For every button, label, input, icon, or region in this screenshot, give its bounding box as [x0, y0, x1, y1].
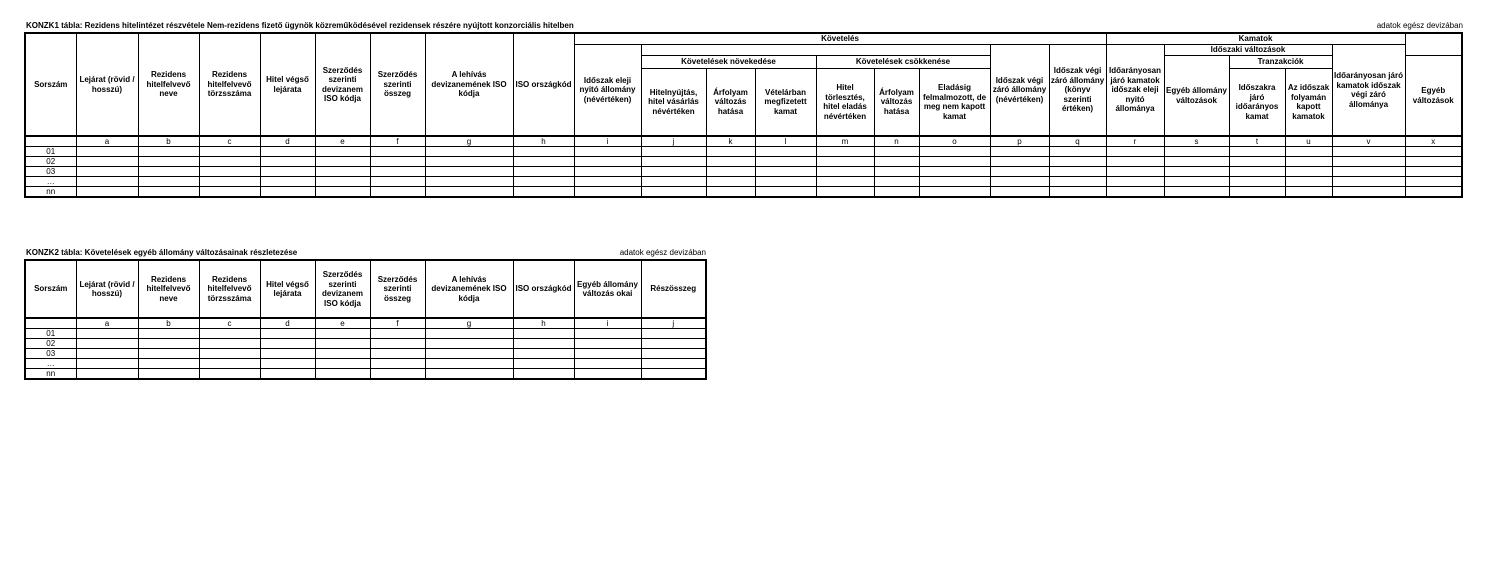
data-cell[interactable]	[370, 167, 425, 177]
data-cell[interactable]	[370, 349, 425, 359]
hdr-idoszak-eleji: Időszak eleji nyitó állomány (névértéken)	[574, 45, 641, 137]
column-letter: t	[1229, 136, 1285, 147]
hdr-hitelnyujtas: Hitelnyújtás, hitel vásárlás névértéken	[641, 69, 706, 137]
data-cell[interactable]	[919, 187, 990, 198]
data-cell[interactable]	[513, 167, 574, 177]
row-number: 02	[25, 339, 76, 349]
table-row	[25, 329, 706, 339]
data-cell[interactable]	[199, 177, 260, 187]
data-cell[interactable]	[1285, 157, 1332, 167]
data-cell[interactable]	[315, 339, 370, 349]
data-cell[interactable]	[425, 177, 513, 187]
data-cell[interactable]	[1229, 177, 1285, 187]
konzk2-table	[24, 259, 707, 380]
column-letter: j	[641, 318, 706, 329]
data-cell[interactable]	[260, 349, 315, 359]
konzk1-table	[24, 32, 1463, 198]
hdr-koveteles-blank	[641, 45, 990, 56]
column-letter: r	[1106, 136, 1164, 147]
table-row	[25, 157, 1462, 167]
data-cell[interactable]	[816, 157, 874, 167]
data-cell[interactable]	[919, 167, 990, 177]
data-cell[interactable]	[138, 147, 199, 157]
column-letter: u	[1285, 136, 1332, 147]
data-cell[interactable]	[1229, 167, 1285, 177]
data-cell[interactable]	[706, 147, 755, 157]
data-cell[interactable]	[370, 187, 425, 198]
column-letter: i	[574, 318, 641, 329]
data-cell[interactable]	[425, 359, 513, 369]
hdr-idoszak-vegi-zaro: Időszak végi záró állomány (névértéken)	[990, 45, 1049, 137]
data-cell[interactable]	[425, 349, 513, 359]
hdr-group-tranzakciok: Tranzakciók	[1229, 56, 1332, 69]
data-cell[interactable]	[315, 147, 370, 157]
column-letter: h	[513, 318, 574, 329]
letter-cell-blank	[25, 318, 76, 329]
konzk1-title: KONZK1 tábla: Rezidens hitelintézet részvétele Nem-rezidens fizető ügynök közreműködésével rezidensek részére nyújtott konzorciális hitelben	[26, 21, 574, 30]
data-cell[interactable]	[260, 329, 315, 339]
data-cell[interactable]	[706, 187, 755, 198]
data-cell[interactable]	[990, 177, 1049, 187]
data-cell[interactable]	[76, 187, 138, 198]
data-cell[interactable]	[76, 147, 138, 157]
data-cell[interactable]	[755, 147, 816, 157]
hdr-egyeb-valtozasok: Egyéb változások	[1405, 56, 1462, 137]
data-cell[interactable]	[574, 147, 641, 157]
column-letter: d	[260, 318, 315, 329]
row-number: 03	[25, 167, 76, 177]
column-letter: g	[425, 136, 513, 147]
table-row	[25, 349, 706, 359]
data-cell[interactable]	[425, 339, 513, 349]
data-cell[interactable]	[138, 359, 199, 369]
konzk2-unit: adatok egész devizában	[619, 248, 706, 257]
hdr-rezidens-torzsszama: Rezidens hitelfelvevő törzsszáma	[199, 33, 260, 136]
t2-hdr-egyeb-okai: Egyéb állomány változás okai	[574, 260, 641, 318]
hdr-kamat-zaro: Időarányosan járó kamatok időszak végi záró állománya	[1332, 45, 1405, 137]
data-cell[interactable]	[755, 157, 816, 167]
data-cell[interactable]	[574, 349, 641, 359]
data-cell[interactable]	[1285, 147, 1332, 157]
data-cell[interactable]	[425, 167, 513, 177]
letter-cell-blank	[25, 136, 76, 147]
data-cell[interactable]	[641, 349, 706, 359]
data-cell[interactable]	[874, 187, 919, 198]
konzk1-unit: adatok egész devizában	[1376, 21, 1463, 30]
konzk1-title-row	[26, 21, 1463, 30]
data-cell[interactable]	[1106, 167, 1164, 177]
data-cell[interactable]	[1332, 157, 1405, 167]
data-cell[interactable]	[919, 157, 990, 167]
konzk1-letter-row	[25, 136, 1462, 147]
data-cell[interactable]	[1332, 147, 1405, 157]
data-cell[interactable]	[315, 157, 370, 167]
data-cell[interactable]	[513, 339, 574, 349]
data-cell[interactable]	[641, 339, 706, 349]
data-cell[interactable]	[513, 329, 574, 339]
data-cell[interactable]	[1229, 187, 1285, 198]
data-cell[interactable]	[874, 177, 919, 187]
data-cell[interactable]	[1164, 157, 1229, 167]
data-cell[interactable]	[1164, 187, 1229, 198]
data-cell[interactable]	[574, 329, 641, 339]
data-cell[interactable]	[641, 369, 706, 380]
data-cell[interactable]	[1405, 167, 1462, 177]
data-cell[interactable]	[1285, 187, 1332, 198]
hdr-arfolyam-valtozas-2: Árfolyam változás hatása	[874, 69, 919, 137]
table-row	[25, 167, 1462, 177]
t2-hdr-reszosszeg: Részösszeg	[641, 260, 706, 318]
data-cell[interactable]	[1332, 167, 1405, 177]
hdr-egyeb-allomany: Egyéb állomány változások	[1164, 56, 1229, 137]
column-letter: j	[641, 136, 706, 147]
data-cell[interactable]	[370, 157, 425, 167]
data-cell[interactable]	[199, 147, 260, 157]
data-cell[interactable]	[641, 177, 706, 187]
data-cell[interactable]	[641, 147, 706, 157]
data-cell[interactable]	[874, 147, 919, 157]
t2-hdr-szerzodes-devizanem: Szerződés szerinti devizanem ISO kódja	[315, 260, 370, 318]
data-cell[interactable]	[1049, 157, 1106, 167]
data-cell[interactable]	[990, 147, 1049, 157]
column-letter: q	[1049, 136, 1106, 147]
data-cell[interactable]	[199, 157, 260, 167]
data-cell[interactable]	[574, 187, 641, 198]
data-cell[interactable]	[816, 177, 874, 187]
hdr-group-idoszaki: Időszaki változások	[1164, 45, 1332, 56]
hdr-lejarat: Lejárat (rövid / hosszú)	[76, 33, 138, 136]
hdr-iso-orszagkod: ISO országkód	[513, 33, 574, 136]
column-letter: k	[706, 136, 755, 147]
hdr-group-novekedese: Követelések növekedése	[641, 56, 816, 69]
data-cell[interactable]	[76, 329, 138, 339]
data-cell[interactable]	[315, 187, 370, 198]
data-cell[interactable]	[138, 369, 199, 380]
column-letter: i	[574, 136, 641, 147]
data-cell[interactable]	[1106, 157, 1164, 167]
konzk2-body	[25, 329, 706, 380]
data-cell[interactable]	[138, 329, 199, 339]
hdr-group-koveteles: Követelés	[574, 33, 1106, 45]
table-row	[25, 339, 706, 349]
data-cell[interactable]	[138, 177, 199, 187]
t2-hdr-szerzodes-osszeg: Szerződés szerinti összeg	[370, 260, 425, 318]
data-cell[interactable]	[513, 177, 574, 187]
data-cell[interactable]	[370, 329, 425, 339]
table-row	[25, 187, 1462, 198]
data-cell[interactable]	[706, 177, 755, 187]
data-cell[interactable]	[260, 187, 315, 198]
data-cell[interactable]	[199, 339, 260, 349]
data-cell[interactable]	[315, 369, 370, 380]
row-number: 02	[25, 157, 76, 167]
hdr-sorszam: Sorszám	[25, 33, 76, 136]
data-cell[interactable]	[315, 177, 370, 187]
t2-hdr-sorszam: Sorszám	[25, 260, 76, 318]
t2-hdr-hitel-vegso-lejarata: Hitel végső lejárata	[260, 260, 315, 318]
data-cell[interactable]	[315, 167, 370, 177]
data-cell[interactable]	[315, 359, 370, 369]
data-cell[interactable]	[315, 349, 370, 359]
data-cell[interactable]	[260, 369, 315, 380]
data-cell[interactable]	[138, 349, 199, 359]
data-cell[interactable]	[1106, 177, 1164, 187]
data-cell[interactable]	[199, 369, 260, 380]
column-letter: m	[816, 136, 874, 147]
table-row	[25, 147, 1462, 157]
column-letter: g	[425, 318, 513, 329]
data-cell[interactable]	[370, 359, 425, 369]
row-number: …	[25, 177, 76, 187]
data-cell[interactable]	[260, 339, 315, 349]
column-letter: o	[919, 136, 990, 147]
data-cell[interactable]	[138, 167, 199, 177]
data-cell[interactable]	[1285, 177, 1332, 187]
data-cell[interactable]	[76, 339, 138, 349]
data-cell[interactable]	[513, 359, 574, 369]
data-cell[interactable]	[1164, 147, 1229, 157]
data-cell[interactable]	[1405, 147, 1462, 157]
data-cell[interactable]	[260, 147, 315, 157]
row-number: 01	[25, 329, 76, 339]
table-row	[25, 369, 706, 380]
hdr-idoszakra-jaro: Időszakra járó időarányos kamat	[1229, 69, 1285, 137]
column-letter: e	[315, 318, 370, 329]
data-cell[interactable]	[260, 177, 315, 187]
data-cell[interactable]	[706, 157, 755, 167]
data-cell[interactable]	[990, 187, 1049, 198]
data-cell[interactable]	[260, 359, 315, 369]
table-row	[25, 177, 1462, 187]
data-cell[interactable]	[919, 147, 990, 157]
column-letter: a	[76, 136, 138, 147]
data-cell[interactable]	[370, 369, 425, 380]
hdr-eladasig: Eladásig felmalmozott, de meg nem kapott kamat	[919, 69, 990, 137]
t2-hdr-iso-orszagkod: ISO országkód	[513, 260, 574, 318]
konzk2-letter-row	[25, 318, 706, 329]
hdr-vetelarban: Vételárban megfizetett kamat	[755, 69, 816, 137]
data-cell[interactable]	[1049, 147, 1106, 157]
data-cell[interactable]	[425, 187, 513, 198]
data-cell[interactable]	[1049, 177, 1106, 187]
data-cell[interactable]	[1106, 147, 1164, 157]
data-cell[interactable]	[513, 147, 574, 157]
data-cell[interactable]	[370, 177, 425, 187]
column-letter: f	[370, 318, 425, 329]
konzk1-body	[25, 147, 1462, 198]
data-cell[interactable]	[425, 369, 513, 380]
t2-hdr-lehivas-devizanem: A lehívás devizanemének ISO kódja	[425, 260, 513, 318]
t2-hdr-rezidens-torzsszama: Rezidens hitelfelvevő törzsszáma	[199, 260, 260, 318]
data-cell[interactable]	[1405, 177, 1462, 187]
column-letter: b	[138, 136, 199, 147]
column-letter: h	[513, 136, 574, 147]
hdr-idoszak-vegi-konyv: Időszak végi záró állomány (könyv szerinti értéken)	[1049, 45, 1106, 137]
column-letter: c	[199, 318, 260, 329]
data-cell[interactable]	[1164, 167, 1229, 177]
data-cell[interactable]	[315, 329, 370, 339]
column-letter: n	[874, 136, 919, 147]
data-cell[interactable]	[513, 187, 574, 198]
data-cell[interactable]	[874, 157, 919, 167]
column-letter: a	[76, 318, 138, 329]
data-cell[interactable]	[1049, 167, 1106, 177]
column-letter: b	[138, 318, 199, 329]
data-cell[interactable]	[706, 167, 755, 177]
column-letter: v	[1332, 136, 1405, 147]
column-letter: e	[315, 136, 370, 147]
data-cell[interactable]	[76, 177, 138, 187]
data-cell[interactable]	[1405, 187, 1462, 198]
hdr-szerzodes-devizanem: Szerződés szerinti devizanem ISO kódja	[315, 33, 370, 136]
hdr-arfolyam-valtozas-1: Árfolyam változás hatása	[706, 69, 755, 137]
data-cell[interactable]	[641, 187, 706, 198]
hdr-rezidens-neve: Rezidens hitelfelvevő neve	[138, 33, 199, 136]
row-number: nn	[25, 369, 76, 380]
hdr-hitel-torlesztes: Hitel törlesztés, hitel eladás névértéken	[816, 69, 874, 137]
table-row	[25, 359, 706, 369]
data-cell[interactable]	[76, 157, 138, 167]
data-cell[interactable]	[574, 339, 641, 349]
data-cell[interactable]	[574, 157, 641, 167]
data-cell[interactable]	[1405, 157, 1462, 167]
data-cell[interactable]	[199, 349, 260, 359]
data-cell[interactable]	[76, 359, 138, 369]
row-number: 01	[25, 147, 76, 157]
column-letter: d	[260, 136, 315, 147]
data-cell[interactable]	[990, 167, 1049, 177]
data-cell[interactable]	[76, 349, 138, 359]
data-cell[interactable]	[1049, 187, 1106, 198]
t2-hdr-lejarat: Lejárat (rövid / hosszú)	[76, 260, 138, 318]
column-letter: c	[199, 136, 260, 147]
column-letter: x	[1405, 136, 1462, 147]
t2-hdr-rezidens-neve: Rezidens hitelfelvevő neve	[138, 260, 199, 318]
data-cell[interactable]	[574, 369, 641, 380]
hdr-szerzodes-osszeg: Szerződés szerinti összeg	[370, 33, 425, 136]
data-cell[interactable]	[1332, 187, 1405, 198]
data-cell[interactable]	[138, 157, 199, 167]
data-cell[interactable]	[370, 339, 425, 349]
data-cell[interactable]	[755, 187, 816, 198]
data-cell[interactable]	[874, 167, 919, 177]
data-cell[interactable]	[1164, 177, 1229, 187]
hdr-hitel-vegso-lejarata: Hitel végső lejárata	[260, 33, 315, 136]
data-cell[interactable]	[1229, 147, 1285, 157]
data-cell[interactable]	[370, 147, 425, 157]
data-cell[interactable]	[76, 167, 138, 177]
hdr-group-kamatok: Kamatok	[1106, 33, 1405, 45]
data-cell[interactable]	[641, 157, 706, 167]
data-cell[interactable]	[641, 359, 706, 369]
data-cell[interactable]	[260, 157, 315, 167]
data-cell[interactable]	[816, 167, 874, 177]
data-cell[interactable]	[990, 157, 1049, 167]
data-cell[interactable]	[425, 147, 513, 157]
data-cell[interactable]	[199, 187, 260, 198]
data-cell[interactable]	[919, 177, 990, 187]
data-cell[interactable]	[425, 157, 513, 167]
data-cell[interactable]	[816, 147, 874, 157]
data-cell[interactable]	[755, 167, 816, 177]
data-cell[interactable]	[138, 339, 199, 349]
data-cell[interactable]	[574, 167, 641, 177]
data-cell[interactable]	[513, 157, 574, 167]
data-cell[interactable]	[1332, 177, 1405, 187]
data-cell[interactable]	[199, 329, 260, 339]
column-letter: s	[1164, 136, 1229, 147]
hdr-lehivas-devizanem: A lehívás devizanemének ISO kódja	[425, 33, 513, 136]
data-cell[interactable]	[1285, 167, 1332, 177]
row-number: …	[25, 359, 76, 369]
hdr-kamat-nyito: Időarányosan járó kamatok időszak eleji nyitó állománya	[1106, 45, 1164, 137]
konzk2-title-row	[26, 248, 706, 257]
data-cell[interactable]	[641, 167, 706, 177]
data-cell[interactable]	[513, 369, 574, 380]
row-number: nn	[25, 187, 76, 198]
data-cell[interactable]	[76, 369, 138, 380]
data-cell[interactable]	[755, 177, 816, 187]
column-letter: p	[990, 136, 1049, 147]
data-cell[interactable]	[260, 167, 315, 177]
data-cell[interactable]	[513, 349, 574, 359]
data-cell[interactable]	[641, 329, 706, 339]
data-cell[interactable]	[1106, 187, 1164, 198]
data-cell[interactable]	[199, 167, 260, 177]
data-cell[interactable]	[138, 187, 199, 198]
konzk2-title: KONZK2 tábla: Követelések egyéb állomány változásainak részletezése	[26, 248, 298, 257]
hdr-group-csokkenese: Követelések csökkenése	[816, 56, 990, 69]
data-cell[interactable]	[574, 177, 641, 187]
row-number: 03	[25, 349, 76, 359]
data-cell[interactable]	[574, 359, 641, 369]
column-letter: f	[370, 136, 425, 147]
data-cell[interactable]	[1229, 157, 1285, 167]
hdr-idoszak-folyaman: Az időszak folyamán kapott kamatok	[1285, 69, 1332, 137]
data-cell[interactable]	[816, 187, 874, 198]
data-cell[interactable]	[199, 359, 260, 369]
data-cell[interactable]	[425, 329, 513, 339]
column-letter: l	[755, 136, 816, 147]
